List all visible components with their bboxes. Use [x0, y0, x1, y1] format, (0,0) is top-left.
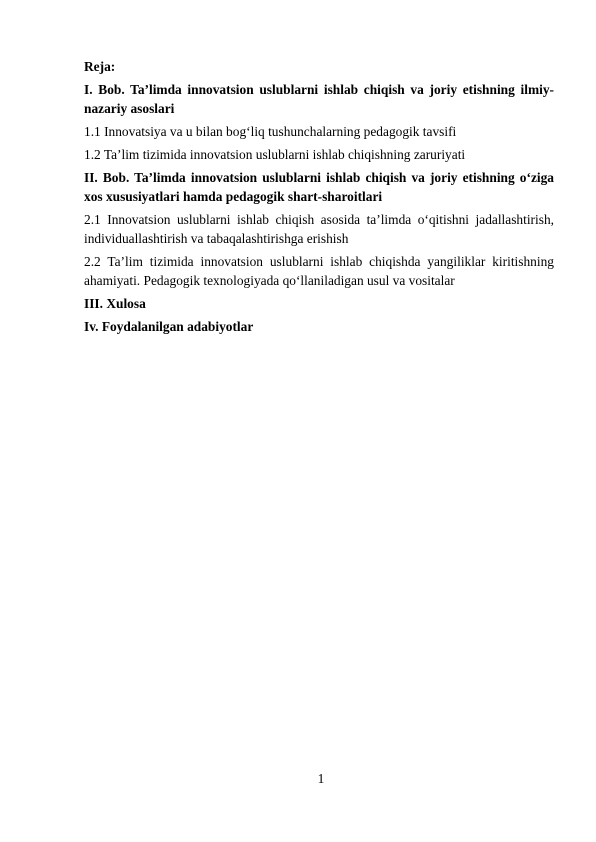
toc-chapter-1: I. Bob. Ta’limda innovatsion uslublarni ishlab chiqish va joriy etishning ilmiy-nazariy asoslari [84, 82, 554, 116]
toc-section-2-2: 2.2 Ta’lim tizimida innovatsion uslublarni ishlab chiqishda yangiliklar kiritishning ahamiyati. Pedagogik texnologiyada qo‘llaniladigan usul va vositalar [84, 254, 554, 288]
toc-section-2-1: 2.1 Innovatsion uslublarni ishlab chiqish asosida ta’limda o‘qitishni jadallashtirish, individuallashtirish va tabaqalashtirishga erishish [84, 212, 554, 246]
toc-section-1-1: 1.1 Innovatsiya va u bilan bog‘liq tushunchalarning pedagogik tavsifi [84, 124, 457, 139]
toc-references: Iv. Foydalanilgan adabiyotlar [84, 319, 254, 334]
toc-chapter-2: II. Bob. Ta’limda innovatsion uslublarni ishlab chiqish va joriy etishning o‘ziga xos xususiyatlari hamda pedagogik shart-sharoitlari [84, 170, 554, 204]
toc-conclusion: III. Xulosa [84, 296, 146, 311]
toc-section-1-2: 1.2 Ta’lim tizimida innovatsion uslublarni ishlab chiqishning zaruriyati [84, 147, 466, 162]
plan-heading: Reja: [84, 59, 116, 74]
page-number: 1 [317, 771, 325, 786]
table-of-contents [84, 57, 554, 340]
